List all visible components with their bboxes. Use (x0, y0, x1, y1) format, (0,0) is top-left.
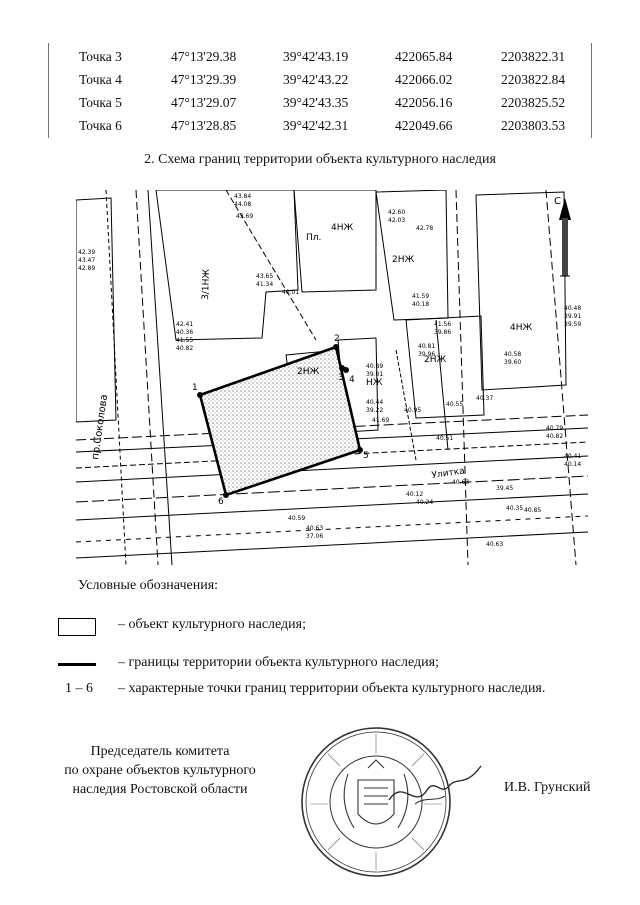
heritage-object-symbol-icon (58, 618, 96, 636)
elevation-label: 40.79 (546, 425, 564, 432)
elevation-label: 40.85 (524, 507, 542, 514)
heritage-boundary (200, 347, 360, 495)
signer-position-line: наследия Ростовской области (72, 782, 248, 797)
elevation-label: 41.69 (372, 417, 390, 424)
coord-x: 422066.02 (395, 72, 453, 87)
signer-position (40, 742, 280, 799)
elevation-label: 40.82 (546, 433, 564, 440)
legend-point-range: 1 – 6 (65, 681, 93, 696)
building-label: 2НЖ (297, 367, 320, 377)
coord-x: 422049.66 (395, 118, 453, 133)
elevation-label: 42.39 (78, 249, 96, 256)
elevation-label: 40.95 (404, 407, 422, 414)
map-title: 2. Схема границ территории объекта культурного наследия (144, 152, 496, 167)
elevation-label: 42.78 (416, 225, 434, 232)
elevation-label: 39.01 (366, 371, 384, 378)
boundary-point-label: 2 (334, 334, 340, 344)
handwritten-signature (385, 760, 485, 820)
elevation-label: 39.91 (564, 313, 582, 320)
elevation-label: 39.86 (434, 329, 452, 336)
elevation-label: 40.58 (504, 351, 522, 358)
elevation-label: 40.12 (406, 491, 424, 498)
elevation-label: 42.03 (388, 217, 406, 224)
legend-title: Условные обозначения: (78, 578, 219, 593)
elevation-label: 44.08 (234, 201, 252, 208)
elevation-label: 41.55 (176, 337, 194, 344)
legend-item-text: – объект культурного наследия; (118, 617, 306, 632)
elevation-label: 40.51 (436, 435, 454, 442)
legend-item-boundary (0, 655, 640, 675)
elevation-label: 40.48 (564, 305, 582, 312)
utility-line (396, 350, 416, 460)
signer-position-line: Председатель комитета (90, 744, 230, 759)
elevation-label: 40.36 (176, 329, 194, 336)
utility-line (436, 320, 448, 450)
elevation-label: 42.89 (78, 265, 96, 272)
elevation-label: 43.47 (78, 257, 96, 264)
point-name: Точка 5 (79, 95, 122, 110)
elevation-label: 40.41 (564, 453, 582, 460)
boundary-point-label: 3 (338, 373, 344, 383)
street-label: пр.Соколова (90, 393, 111, 461)
elevation-label: 40.55 (446, 401, 464, 408)
elevation-label: 41.56 (434, 321, 452, 328)
coord-y: 2203825.52 (501, 95, 566, 110)
coord-x: 422056.16 (395, 95, 453, 110)
latitude: 47°13'28.85 (171, 118, 237, 133)
building-label: НЖ (366, 378, 383, 388)
utility-line (76, 532, 588, 558)
point-name: Точка 4 (79, 72, 122, 87)
longitude: 39°42'43.35 (283, 95, 349, 110)
elevation-label: 40.63 (452, 479, 470, 486)
street-label: Улитка (431, 466, 466, 481)
elevation-label: 39.22 (366, 407, 384, 414)
boundary-point-label: 5 (363, 451, 369, 461)
boundary-point-label: 1 (192, 383, 198, 393)
coordinates-table (48, 43, 592, 138)
coord-y: 2203803.53 (501, 118, 566, 133)
point-name: Точка 3 (79, 49, 122, 64)
elevation-label: 40.89 (366, 363, 384, 370)
boundary-line-symbol-icon (58, 663, 96, 666)
boundary-point-marker (333, 344, 339, 350)
elevation-label: 40.63 (486, 541, 504, 548)
street-line (136, 190, 158, 565)
north-arrow-icon (554, 196, 571, 276)
legend-item-heritage-object (0, 617, 640, 637)
elevation-label: 40.63 (306, 525, 324, 532)
building-label: 4НЖ (510, 323, 533, 333)
elevation-label: 43.65 (256, 273, 274, 280)
table-row (49, 70, 591, 92)
elevation-label: 39.45 (496, 485, 514, 492)
elevation-label: 40.59 (288, 515, 306, 522)
elevation-label: 40.14 (564, 461, 582, 468)
utility-line (106, 190, 126, 565)
boundary-point-label: 4 (349, 375, 355, 385)
building-label: 4НЖ (331, 223, 354, 233)
boundary-point-label: 6 (218, 497, 224, 507)
elevation-label: 40.81 (418, 343, 436, 350)
table-row (49, 47, 591, 69)
elevation-label: 40.82 (176, 345, 194, 352)
building-label: 2НЖ (392, 255, 415, 265)
legend-item-points (0, 681, 640, 701)
elevation-label: 37.06 (306, 533, 324, 540)
elevation-label: 39.60 (504, 359, 522, 366)
building-outline (156, 190, 298, 340)
legend-item-text: – характерные точки границ территории объекта культурного наследия. (118, 681, 546, 696)
elevation-label: 42.41 (176, 321, 194, 328)
coord-y: 2203822.84 (501, 72, 566, 87)
elevation-label: 42.60 (388, 209, 406, 216)
utility-line (456, 190, 468, 565)
north-label: С (554, 196, 561, 207)
boundary-point-marker (197, 392, 203, 398)
elevation-label: 39.59 (564, 321, 582, 328)
building-label: Пл. (306, 233, 322, 243)
utility-line (546, 190, 576, 565)
elevation-label: 41.34 (256, 281, 274, 288)
site-plan-map (76, 190, 588, 565)
elevation-label: 40.35 (506, 505, 524, 512)
elevation-label: 41.59 (412, 293, 430, 300)
table-row (49, 116, 591, 138)
table-row (49, 93, 591, 115)
longitude: 39°42'43.19 (283, 49, 349, 64)
latitude: 47°13'29.39 (171, 72, 237, 87)
signer-name: И.В. Грунский (504, 780, 591, 795)
building-label: 2НЖ (424, 355, 447, 365)
building-label: 3/1НЖ (201, 268, 213, 301)
latitude: 47°13'29.07 (171, 95, 237, 110)
legend-item-text: – границы территории объекта культурного наследия; (118, 655, 439, 670)
coord-x: 422065.84 (395, 49, 453, 64)
coord-y: 2203822.31 (501, 49, 566, 64)
longitude: 39°42'43.22 (283, 72, 349, 87)
elevation-label: 43.84 (234, 193, 252, 200)
elevation-label: 40.24 (416, 499, 434, 506)
elevation-label: 40.01 (282, 289, 300, 296)
street-line (148, 190, 172, 565)
latitude: 47°13'29.38 (171, 49, 237, 64)
signer-position-line: по охране объектов культурного (64, 763, 256, 778)
elevation-label: 40.37 (476, 395, 494, 402)
point-name: Точка 6 (79, 118, 122, 133)
elevation-label: 40.44 (366, 399, 384, 406)
elevation-label: 39.96 (418, 351, 436, 358)
site-plan-svg (76, 190, 588, 565)
boundary-point-marker (343, 367, 349, 373)
boundary-point-marker (223, 492, 229, 498)
elevation-label: 43.69 (236, 213, 254, 220)
utility-line (76, 516, 588, 542)
elevation-label: 40.18 (412, 301, 430, 308)
building-outline (76, 198, 116, 422)
longitude: 39°42'42.31 (283, 118, 349, 133)
